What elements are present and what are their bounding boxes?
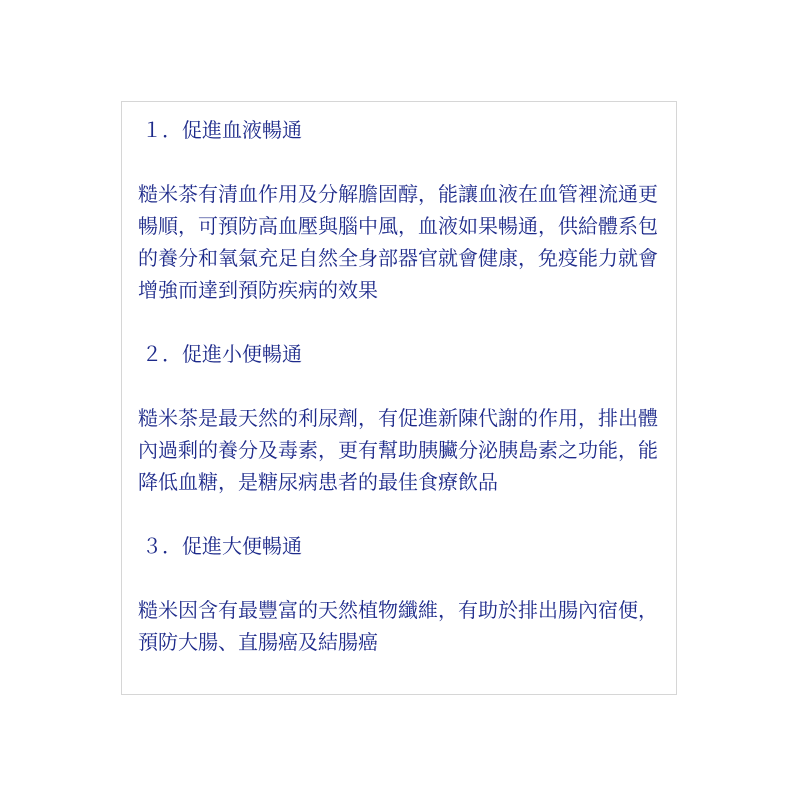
spacer	[138, 306, 658, 338]
article-card	[121, 101, 677, 695]
section-body-urination: 糙米茶是最天然的利尿劑，有促進新陳代謝的作用，排出體內過剩的養分及毒素，更有幫助胰臟分泌胰島素之功能，能降低血糖，是糖尿病患者的最佳食療飲品	[138, 406, 658, 494]
spacer	[138, 146, 658, 178]
section-body-blood-circulation: 糙米茶有清血作用及分解膽固醇，能讓血液在血管裡流通更暢順，可預防高血壓與腦中風，血液如果暢通，供給體系包的養分和氧氣充足自然全身部器官就會健康，免疫能力就會增強而達到預防疾病的效果	[138, 182, 658, 302]
article-content	[138, 114, 658, 658]
section-heading-bowel-movement: ３．促進大便暢通	[142, 534, 302, 558]
spacer	[138, 498, 658, 530]
section-body-bowel-movement: 糙米因含有最豐富的天然植物纖維，有助於排出腸內宿便，預防大腸、直腸癌及結腸癌	[138, 598, 658, 654]
spacer	[138, 562, 658, 594]
section-heading-urination: ２．促進小便暢通	[142, 342, 302, 366]
section-heading-blood-circulation: １．促進血液暢通	[142, 118, 302, 142]
spacer	[138, 370, 658, 402]
